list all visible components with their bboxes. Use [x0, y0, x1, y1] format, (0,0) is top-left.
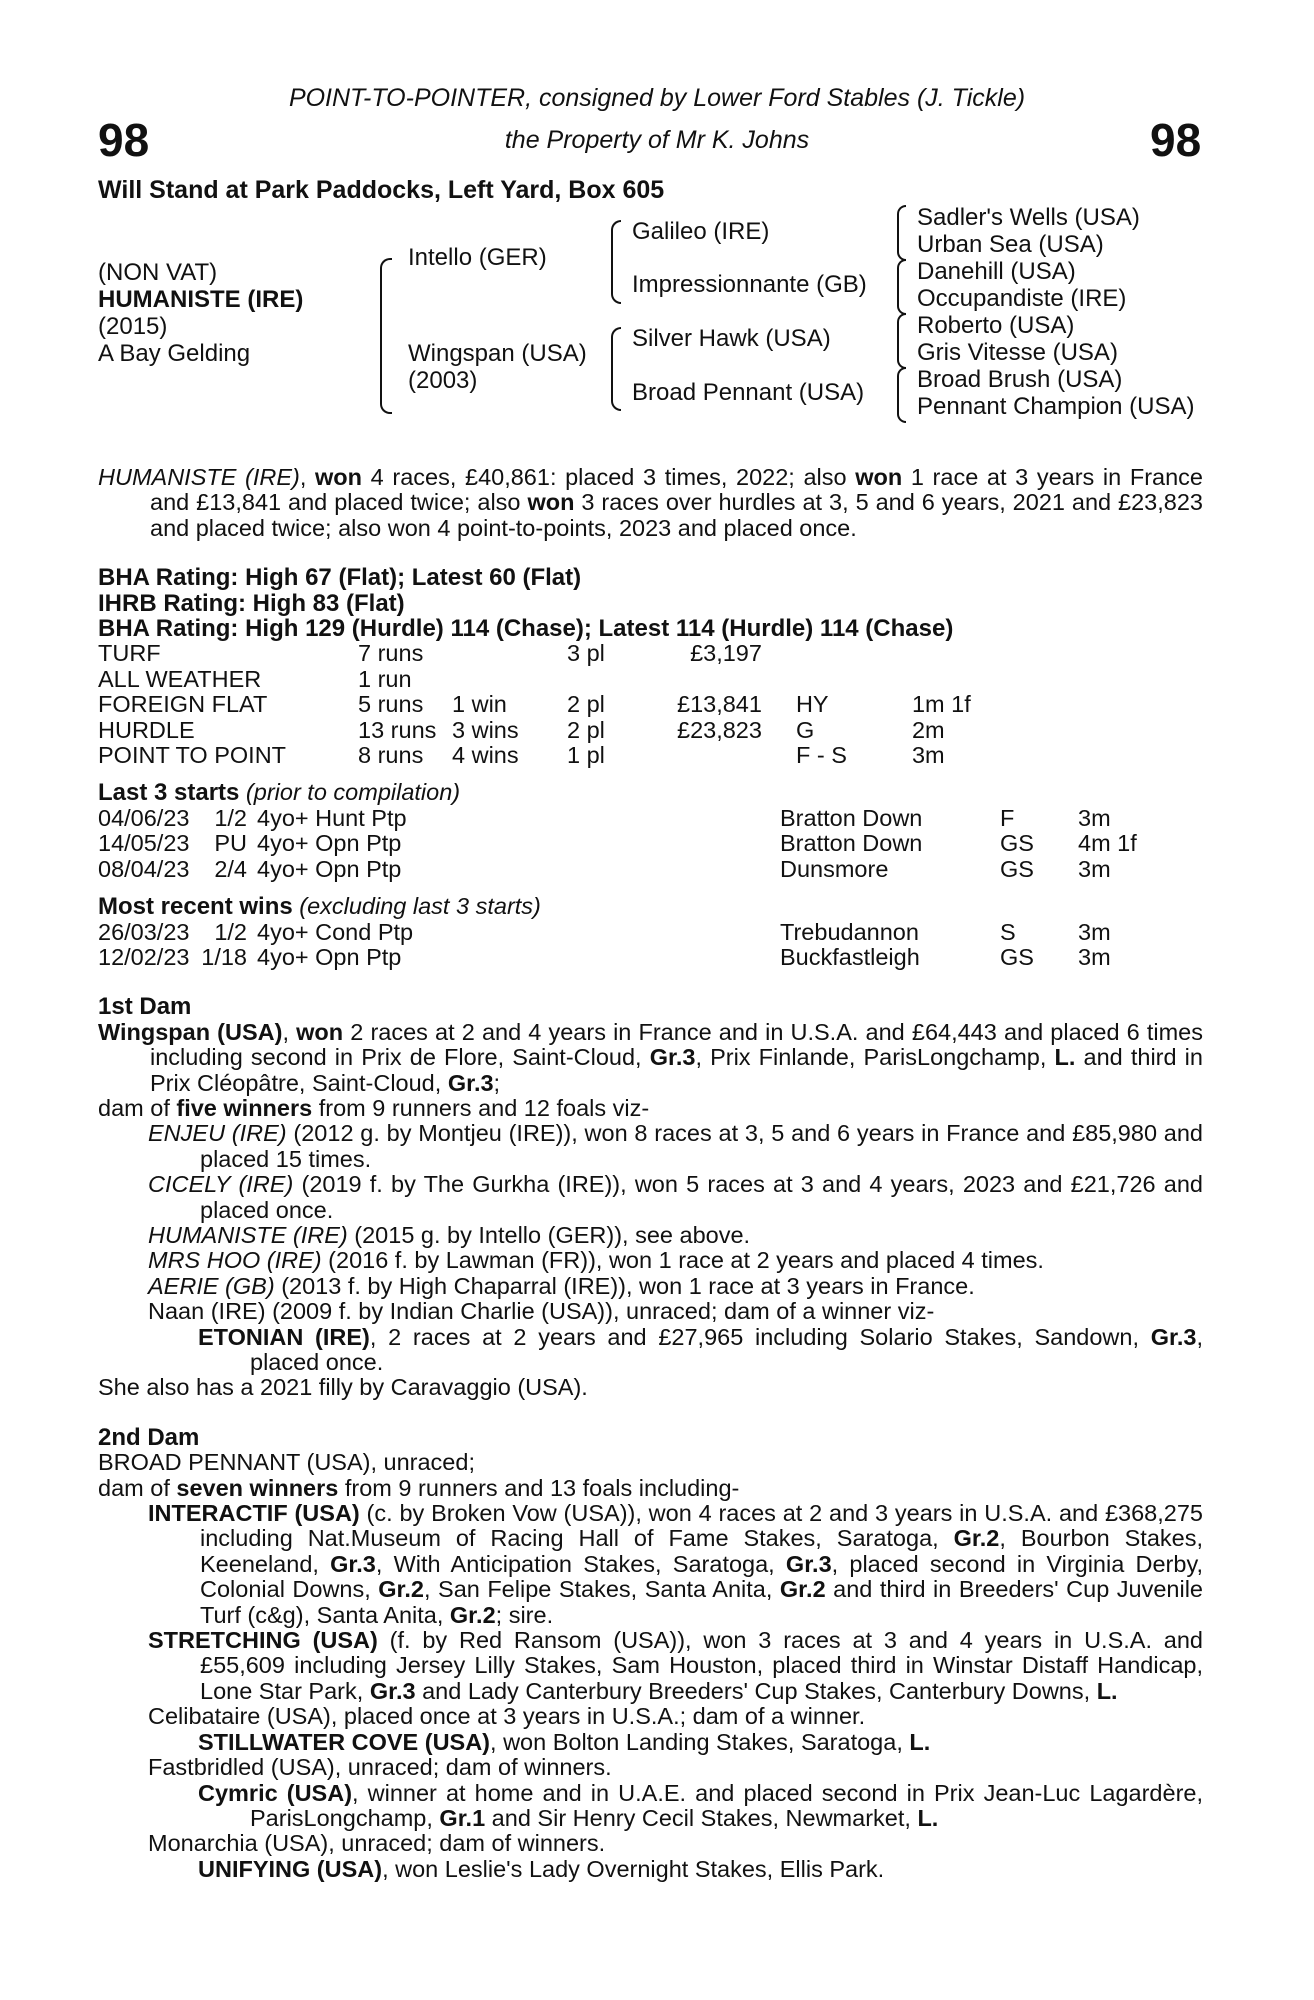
- second-dam-name: BROAD PENNANT (USA), unraced;: [98, 1449, 475, 1476]
- stat-wins: [452, 667, 567, 692]
- race-course: Trebudannon: [780, 918, 919, 945]
- race-position: 1/18: [201, 943, 247, 970]
- sire-dam-dam: Occupandiste (IRE): [917, 285, 1127, 312]
- race-going: GS: [1000, 855, 1034, 882]
- stats-row: [98, 743, 971, 768]
- produce-entry: STILLWATER COVE (USA), won Bolton Landing Stakes, Saratoga, L.: [198, 1728, 931, 1755]
- produce-entry: Celibataire (USA), placed once at 3 years in U.S.A.; dam of a winner.: [148, 1703, 866, 1730]
- stat-type: ALL WEATHER: [98, 665, 262, 692]
- stats-row: [98, 667, 971, 692]
- stand-location: Will Stand at Park Paddocks, Left Yard, Box 605: [98, 176, 665, 204]
- race-going: F: [1000, 804, 1015, 831]
- race-date: 14/05/23: [98, 830, 190, 857]
- summary-horse-name: HUMANISTE (IRE): [98, 464, 300, 490]
- sire-sire: Galileo (IRE): [632, 218, 770, 245]
- stat-runs: 13 runs: [358, 716, 437, 743]
- stat-going: G: [795, 716, 815, 743]
- first-dam-heading: 1st Dam: [98, 993, 192, 1021]
- race-row: [98, 831, 1137, 856]
- race-going: GS: [1000, 830, 1034, 857]
- sire-sire-dam: Urban Sea (USA): [917, 231, 1104, 258]
- stat-placed: 2 pl: [567, 691, 605, 718]
- dam: Wingspan (USA): [408, 340, 587, 367]
- stat-distance: [912, 641, 971, 666]
- summary-text: 4 races, £40,861: placed 3 times, 2022; also: [362, 464, 856, 490]
- race-date: 08/04/23: [98, 855, 190, 882]
- dam-dam: Broad Pennant (USA): [632, 379, 865, 406]
- lot-number-left: 98: [98, 114, 150, 166]
- produce-entry: ETONIAN (IRE), 2 races at 2 years and £27,965 including Solario Stakes, Sandown, Gr.3, placed once.: [198, 1323, 1203, 1375]
- stats-row: [98, 641, 971, 666]
- race-type: 4yo+ Opn Ptp: [257, 830, 402, 857]
- stats-row: [98, 718, 971, 743]
- race-distance: 4m 1f: [1078, 830, 1137, 857]
- stat-type: POINT TO POINT: [98, 742, 287, 769]
- produce-name: HUMANISTE (IRE): [148, 1221, 348, 1248]
- produce-entry: UNIFYING (USA), won Leslie's Lady Overnight Stakes, Ellis Park.: [198, 1855, 885, 1882]
- won-label: won: [315, 464, 363, 490]
- produce-name: AERIE (GB): [148, 1272, 275, 1299]
- dam-produce-summary: dam of seven winners from 9 runners and 13 foals including-: [98, 1474, 740, 1501]
- produce-name: INTERACTIF (USA): [148, 1500, 360, 1527]
- stat-placed: [567, 667, 677, 692]
- race-position: PU: [214, 830, 247, 857]
- stat-going: [796, 641, 912, 666]
- stat-runs: 5 runs: [358, 691, 424, 718]
- dam-final-note: She also has a 2021 filly by Caravaggio (USA).: [98, 1374, 588, 1401]
- listed-label: L.: [1054, 1044, 1076, 1071]
- section-note: (prior to compilation): [239, 779, 461, 806]
- career-stats-table: [98, 641, 971, 768]
- produce-name: MRS HOO (IRE): [148, 1247, 322, 1274]
- stat-going: F - S: [795, 742, 847, 769]
- produce-name: STILLWATER COVE (USA): [198, 1728, 491, 1755]
- sire-sire-sire: Sadler's Wells (USA): [917, 204, 1140, 231]
- dam-sire-dam: Gris Vitesse (USA): [917, 339, 1118, 366]
- dam-dam-dam: Pennant Champion (USA): [917, 393, 1195, 420]
- stat-type: TURF: [98, 640, 161, 667]
- race-row: [98, 857, 1137, 882]
- pedigree-brace: [897, 313, 906, 369]
- stats-row: [98, 692, 971, 717]
- stat-distance: 1m 1f: [911, 691, 971, 718]
- section-title: Last 3 starts: [98, 779, 240, 807]
- produce-entry: Naan (IRE) (2009 f. by Indian Charlie (USA)), unraced; dam of a winner viz-: [148, 1298, 935, 1325]
- stat-prize: £23,823: [677, 716, 762, 743]
- summary-text: 1 race at 3 years in France and £13,841 and placed twice; also: [150, 464, 1203, 516]
- race-date: 26/03/23: [98, 918, 190, 945]
- rating-line: BHA Rating: High 67 (Flat); Latest 60 (Flat): [98, 564, 582, 592]
- stat-distance: [912, 667, 971, 692]
- produce-entry: HUMANISTE (IRE) (2015 g. by Intello (GER)), see above.: [148, 1221, 751, 1248]
- grade-label: Gr.3: [649, 1044, 696, 1071]
- stat-runs: 7 runs: [358, 640, 424, 667]
- consignment-line: POINT-TO-POINTER, consigned by Lower Ford Stables (J. Tickle): [288, 84, 1026, 112]
- sire-dam-sire: Danehill (USA): [917, 258, 1076, 285]
- dam-produce-summary: dam of five winners from 9 runners and 12 foals viz-: [98, 1094, 650, 1121]
- stat-wins: [452, 641, 567, 666]
- rating-line: BHA Rating: High 129 (Hurdle) 114 (Chase); Latest 114 (Hurdle) 114 (Chase): [98, 615, 954, 643]
- stat-distance: 2m: [911, 716, 945, 743]
- stat-placed: 1 pl: [567, 742, 605, 769]
- summary-text: ,: [299, 464, 316, 490]
- race-row: [98, 945, 1111, 970]
- dam-year: (2003): [408, 367, 478, 394]
- produce-entry: AERIE (GB) (2013 f. by High Chaparral (IRE)), won 1 race at 3 years in France.: [148, 1272, 975, 1299]
- race-date: 04/06/23: [98, 804, 190, 831]
- race-course: Buckfastleigh: [780, 943, 920, 970]
- lot-number-right: 98: [1150, 114, 1202, 166]
- produce-entry: ENJEU (IRE) (2012 g. by Montjeu (IRE)), won 8 races at 3, 5 and 6 years in France and £85,980 and placed 15 times.: [148, 1120, 1203, 1172]
- pedigree-brace: [897, 367, 906, 423]
- recent-wins-heading: [98, 894, 1203, 919]
- dam-record: Wingspan (USA), won 2 races at 2 and 4 years in France and in U.S.A. and £64,443 and placed 6 times including second in Prix de Flore, Saint-Cloud, Gr.3, Prix Finlande, ParisLongchamp, L. and third in Prix Cléopâtre, Saint-Cloud, Gr.3;: [98, 1018, 1204, 1096]
- stat-placed: 3 pl: [567, 640, 605, 667]
- race-date: 12/02/23: [98, 943, 190, 970]
- stat-prize: [677, 667, 762, 692]
- produce-entry: INTERACTIF (USA) (c. by Broken Vow (USA)), won 4 races at 2 and 3 years in U.S.A. and £368,275 including Nat.Museum of Racing Hall of Fame Stakes, Saratoga, Gr.2, Bourbon Stakes, Keeneland, Gr.3, With Anticipation Stakes, Saratoga, Gr.3, placed second in Virginia Derby, Colonial Downs, Gr.2, San Felipe Stakes, Santa Anita, Gr.2 and third in Breeders' Cup Juvenile Turf (c&g), Santa Anita, Gr.2; sire.: [148, 1500, 1203, 1628]
- stat-runs: 8 runs: [358, 742, 424, 769]
- stat-type: FOREIGN FLAT: [98, 691, 268, 718]
- dam-dam-sire: Broad Brush (USA): [917, 366, 1123, 393]
- produce-name: ETONIAN (IRE): [198, 1323, 370, 1350]
- race-course: Bratton Down: [780, 830, 923, 857]
- stat-type: HURDLE: [98, 716, 195, 743]
- dam-name: Wingspan (USA): [98, 1018, 283, 1045]
- race-type: 4yo+ Opn Ptp: [257, 943, 402, 970]
- stat-going: HY: [795, 691, 829, 718]
- stat-placed: 2 pl: [567, 716, 605, 743]
- produce-name: CICELY (IRE): [148, 1171, 294, 1198]
- sire-dam: Impressionnante (GB): [632, 271, 867, 298]
- vat-status: (NON VAT): [98, 259, 218, 286]
- rating-line: IHRB Rating: High 83 (Flat): [98, 589, 405, 617]
- race-course: Bratton Down: [780, 804, 923, 831]
- race-position: 1/2: [214, 918, 247, 945]
- stat-distance: 3m: [911, 742, 945, 769]
- last-starts-table: [98, 806, 1137, 882]
- catalogue-body: [98, 465, 1203, 1882]
- race-position: 1/2: [214, 804, 247, 831]
- second-dam-heading: 2nd Dam: [98, 1423, 200, 1451]
- recent-wins-table: [98, 920, 1111, 971]
- property-line: the Property of Mr K. Johns: [504, 126, 810, 154]
- produce-name: Cymric (USA): [198, 1779, 353, 1806]
- horse-description: A Bay Gelding: [98, 340, 251, 367]
- produce-entry: Fastbridled (USA), unraced; dam of winners.: [148, 1754, 612, 1781]
- race-row: [98, 806, 1137, 831]
- won-label: won: [855, 464, 903, 490]
- pedigree-brace: [897, 259, 906, 315]
- pedigree-brace: [380, 258, 392, 414]
- stat-wins: 4 wins: [452, 742, 519, 769]
- produce-name: STRETCHING (USA): [148, 1627, 378, 1654]
- last-starts-heading: [98, 780, 1203, 805]
- produce-entry: CICELY (IRE) (2019 f. by The Gurkha (IRE)), won 5 races at 3 and 4 years, 2023 and £21,726 and placed once.: [148, 1171, 1203, 1223]
- race-distance: 3m: [1078, 804, 1111, 831]
- stat-wins: 1 win: [452, 691, 507, 718]
- sire: Intello (GER): [408, 244, 547, 271]
- race-type: 4yo+ Opn Ptp: [257, 855, 402, 882]
- stat-prize: £13,841: [677, 691, 762, 718]
- stat-prize: [677, 743, 762, 768]
- section-title: Most recent wins: [98, 893, 293, 921]
- race-course: Dunsmore: [780, 855, 889, 882]
- pedigree-brace: [611, 220, 621, 304]
- dam-sire-sire: Roberto (USA): [917, 312, 1075, 339]
- pedigree-brace: [897, 205, 906, 261]
- stat-wins: 3 wins: [452, 716, 519, 743]
- race-distance: 3m: [1078, 943, 1111, 970]
- race-going: S: [1000, 918, 1016, 945]
- foaling-year: (2015): [98, 313, 168, 340]
- pedigree-brace: [611, 327, 621, 411]
- race-type: 4yo+ Hunt Ptp: [257, 804, 407, 831]
- produce-entry: STRETCHING (USA) (f. by Red Ransom (USA)), won 3 races at 3 and 4 years in U.S.A. and £55,609 including Jersey Lilly Stakes, Sam Houston, placed third in Winstar Distaff Handicap, Lone Star Park, Gr.3 and Lady Canterbury Breeders' Cup Stakes, Canterbury Downs, L.: [148, 1627, 1204, 1704]
- horse-name: HUMANISTE (IRE): [98, 286, 304, 313]
- stat-going: [796, 667, 912, 692]
- won-label: won: [527, 489, 575, 516]
- race-position: 2/4: [214, 855, 247, 882]
- stat-prize: £3,197: [690, 640, 762, 667]
- race-distance: 3m: [1078, 855, 1111, 882]
- produce-entry: MRS HOO (IRE) (2016 f. by Lawman (FR)), won 1 race at 2 years and placed 4 times.: [148, 1247, 1044, 1274]
- race-type: 4yo+ Cond Ptp: [257, 918, 414, 945]
- grade-label: Gr.3: [447, 1069, 494, 1096]
- section-note: (excluding last 3 starts): [292, 893, 541, 920]
- produce-name: UNIFYING (USA): [198, 1855, 383, 1882]
- grade-label: Gr.3: [1150, 1323, 1197, 1350]
- produce-name: ENJEU (IRE): [148, 1120, 287, 1147]
- produce-entry: Monarchia (USA), unraced; dam of winners.: [148, 1830, 606, 1857]
- race-going: GS: [1000, 943, 1034, 970]
- race-row: [98, 920, 1111, 945]
- race-distance: 3m: [1078, 918, 1111, 945]
- summary-text: 3 races over hurdles at 3, 5 and 6 years, 2021 and £23,823 and placed twice; also won 4 point-to-points, 2023 and placed once.: [150, 489, 1203, 541]
- stat-runs: 1 run: [358, 665, 412, 692]
- dam-sire: Silver Hawk (USA): [632, 325, 831, 352]
- produce-entry: Cymric (USA), winner at home and in U.A.E. and placed second in Prix Jean-Luc Lagardère, ParisLongchamp, Gr.1 and Sir Henry Cecil Stakes, Newmarket, L.: [198, 1779, 1203, 1831]
- race-summary: [98, 465, 1203, 541]
